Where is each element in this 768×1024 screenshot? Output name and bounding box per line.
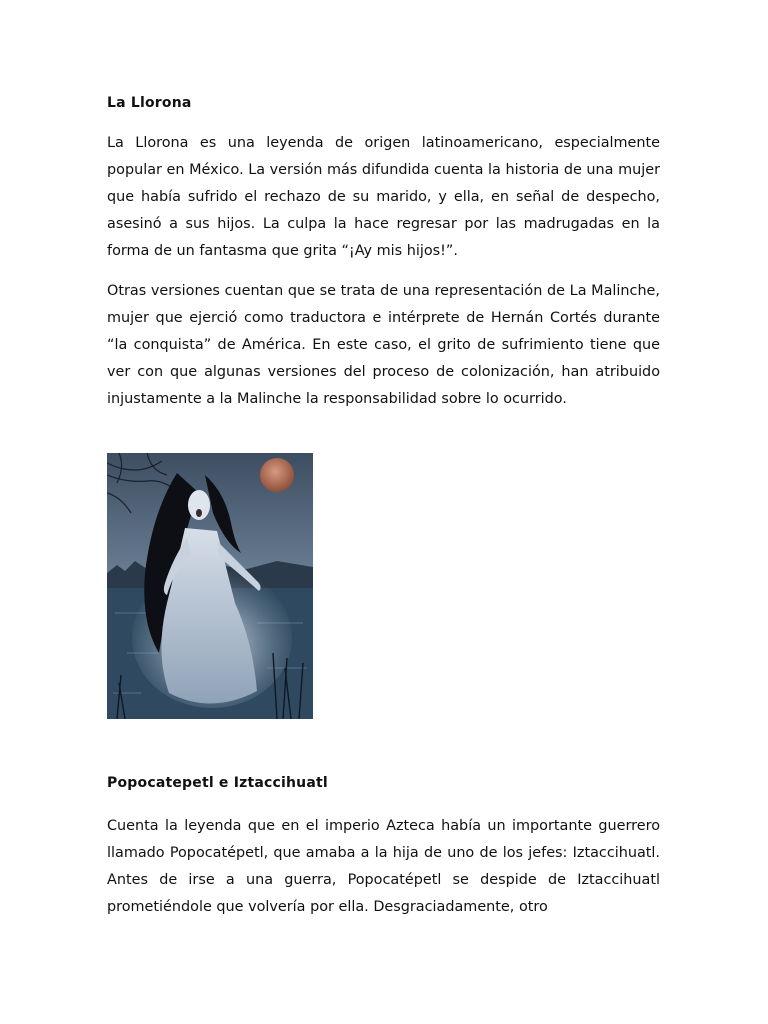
ghost-mouth <box>196 509 202 517</box>
paragraph-la-llorona-malinche: Otras versiones cuentan que se trata de una representación de La Malinche, mujer que ejerció como traductora e intérprete de Hernán Cortés durante “la conquista” de América. En este caso, el grito de sufrimiento tiene que ver con que algunas versiones del proceso de colonización, han atribuido injustamente a la Malinche la responsabilidad sobre lo ocurrido. <box>107 283 660 407</box>
red-moon <box>260 458 294 492</box>
la-llorona-illustration <box>107 453 313 719</box>
paragraph-popocatepetl-story: Cuenta la leyenda que en el imperio Azteca había un importante guerrero llamado Popocatépetl, que amaba a la hija de uno de los jefes: Iztaccihuatl. Antes de irse a una guerra, Popocatépetl se despide de Iztaccihuatl prometiéndole que volvería por ella. Desgraciadamente, otro <box>107 818 660 915</box>
section-title-popocatepetl: Popocatepetl e Iztaccihuatl <box>107 775 328 791</box>
section-title-la-llorona: La Llorona <box>107 95 192 111</box>
paragraph-la-llorona-origin: La Llorona es una leyenda de origen latinoamericano, especialmente popular en México. La versión más difundida cuenta la historia de una mujer que había sufrido el rechazo de su marido, y ella, en señal de despecho, asesinó a sus hijos. La culpa la hace regresar por las madrugadas en la forma de un fantasma que grita “¡Ay mis hijos!”. <box>107 135 660 259</box>
